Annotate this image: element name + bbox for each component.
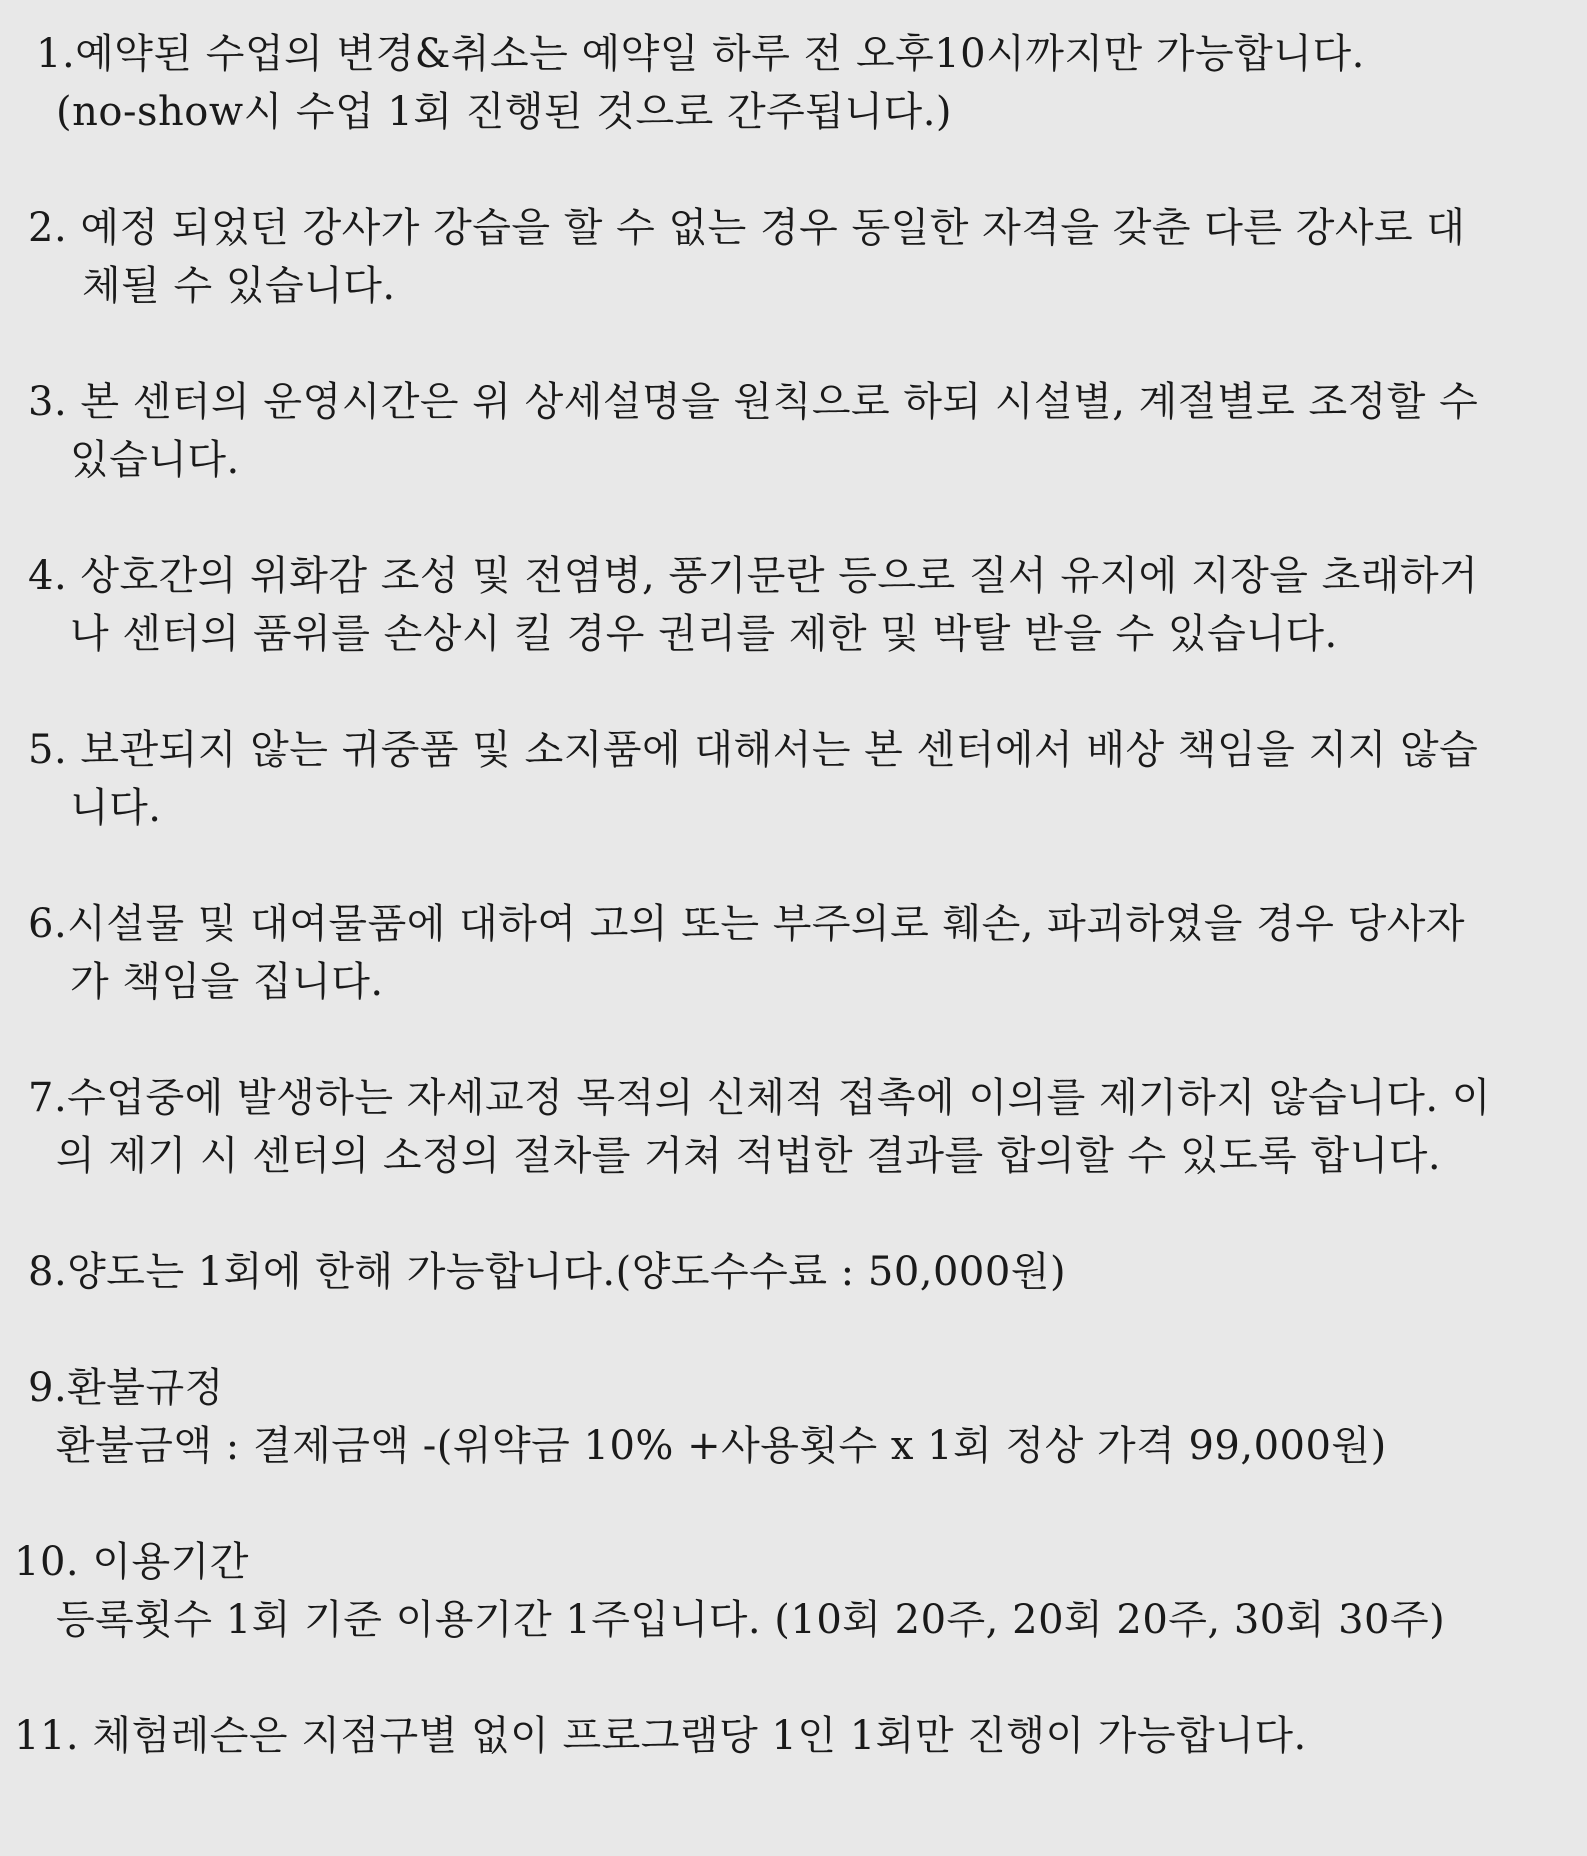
term-3-line-2: 있습니다. xyxy=(70,437,240,483)
term-5-line-2: 니다. xyxy=(70,785,162,831)
term-6-line-2: 가 책임을 집니다. xyxy=(70,959,384,1005)
term-6-line-1: 6.시설물 및 대여물품에 대하여 고의 또는 부주의로 훼손, 파괴하였을 경우 당사자 xyxy=(28,901,1466,947)
term-11-line-1: 11. 체험레슨은 지점구별 없이 프로그램당 1인 1회만 진행이 가능합니다. xyxy=(14,1713,1307,1759)
term-7-line-2: 의 제기 시 센터의 소정의 절차를 거쳐 적법한 결과를 합의할 수 있도록 합니다. xyxy=(56,1133,1442,1179)
term-2-line-1: 2. 예정 되었던 강사가 강습을 할 수 없는 경우 동일한 자격을 갖춘 다른 강사로 대 xyxy=(28,205,1466,251)
term-9-line-2: 환불금액 : 결제금액 -(위약금 10% +사용횟수 x 1회 정상 가격 99,000원) xyxy=(56,1423,1387,1469)
term-7-line-1: 7.수업중에 발생하는 자세교정 목적의 신체적 접촉에 이의를 제기하지 않습니다. 이 xyxy=(28,1075,1491,1121)
term-10-line-1: 10. 이용기간 xyxy=(14,1539,249,1585)
term-4-line-2: 나 센터의 품위를 손상시 킬 경우 권리를 제한 및 박탈 받을 수 있습니다. xyxy=(70,611,1338,657)
term-8-line-1: 8.양도는 1회에 한해 가능합니다.(양도수수료 : 50,000원) xyxy=(28,1249,1067,1295)
term-3-line-1: 3. 본 센터의 운영시간은 위 상세설명을 원칙으로 하되 시설별, 계절별로 조정할 수 xyxy=(28,379,1479,425)
term-4-line-1: 4. 상호간의 위화감 조성 및 전염병, 풍기문란 등으로 질서 유지에 지장을 초래하거 xyxy=(28,553,1479,599)
term-9-line-1: 9.환불규정 xyxy=(28,1365,224,1411)
term-1-line-1: 1.예약된 수업의 변경&취소는 예약일 하루 전 오후10시까지만 가능합니다. xyxy=(36,31,1365,77)
term-10-line-2: 등록횟수 1회 기준 이용기간 1주입니다. (10회 20주, 20회 20주, 30회 30주) xyxy=(56,1597,1446,1643)
term-5-line-1: 5. 보관되지 않는 귀중품 및 소지품에 대해서는 본 센터에서 배상 책임을 지지 않습 xyxy=(28,727,1479,773)
term-1-line-2: (no-show시 수업 1회 진행된 것으로 간주됩니다.) xyxy=(56,89,953,135)
term-2-line-2: 체될 수 있습니다. xyxy=(82,263,396,309)
